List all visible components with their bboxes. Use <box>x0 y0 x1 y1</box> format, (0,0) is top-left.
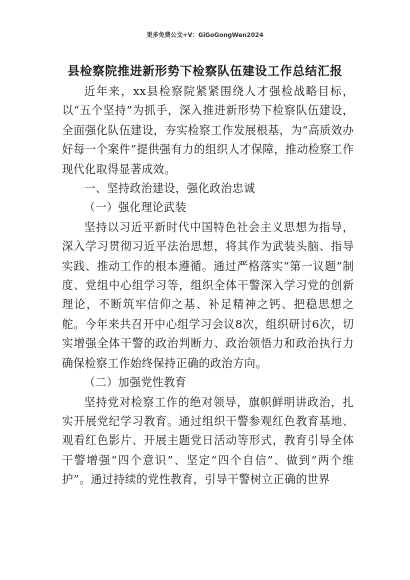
intro-paragraph: 近年来，xx县检察院紧紧围绕人才强检战略目标，以“五个坚持”为抓手，深入推进新形势下检察队伍建设，全面强化队伍建设，夯实检察工作发展根基，为“高质效办好每一个案件”提供强有力的组织人才保障，推动检察工作现代化取得显著成效。 <box>62 85 354 176</box>
document-title: 县检察院推进新形势下检察队伍建设工作总结汇报 <box>67 64 343 78</box>
page-header-text: 更多免费公文+V：GiGoGongWen2024 <box>146 32 264 39</box>
subsection-heading-2: （二）加强党性教育 <box>84 376 187 390</box>
section-heading-1: 一、坚持政治建设，强化政治忠诚 <box>84 182 256 196</box>
subsection-heading-1: （一）强化理论武装 <box>84 201 187 215</box>
subsection-paragraph-1: 坚持以习近平新时代中国特色社会主义思想为指导，深入学习贯彻习近平法治思想，将其作为武装头脑、指导实践、推动工作的根本遵循。通过严格落实“第一议题”制度、党组中心组学习等，组织全体干警深入学习党的创新理论，不断筑牢信仰之基、补足精神之钙、把稳思想之舵。今年来共召开中心组学习会议8次，组织研讨6次，切实增强全体干警的政治判断力、政治领悟力和政治执行力确保检察工作始终保持正确的政治方向。 <box>62 220 354 370</box>
subsection-paragraph-2: 坚持党对检察工作的绝对领导，旗帜鲜明讲政治，扎实开展党纪学习教育。通过组织干警参观红色教育基地、观看红色影片、开展主题党日活动等形式，教育引导全体干警增强“四个意识”、坚定“四个自信”、做到“两个维护”。通过持续的党性教育，引导干警树立正确的世界 <box>62 395 354 487</box>
document-body <box>62 82 354 490</box>
